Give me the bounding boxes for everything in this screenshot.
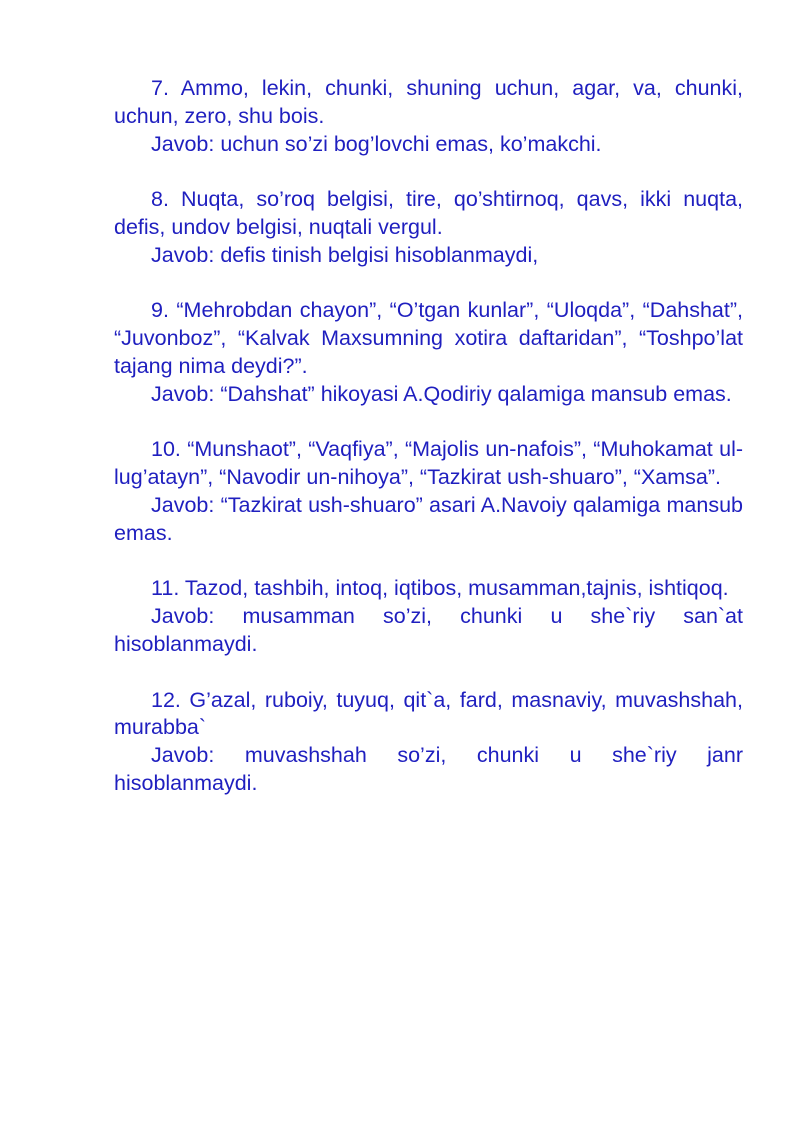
- question-block-7: [114, 75, 743, 158]
- answer-text: Javob: defis tinish belgisi hisoblanmaydi,: [151, 242, 539, 267]
- question-block-8: [114, 186, 743, 269]
- answer-text: Javob: muvashshah so’zi, chunki u she`riy janr hisoblanmaydi.: [114, 743, 743, 795]
- answer-text: Javob: “Tazkirat ush-shuaro” asari A.Navoiy qalamiga mansub emas.: [114, 492, 743, 545]
- question-text: 8. Nuqta, so’roq belgisi, tire, qo’shtirnoq, qavs, ikki nuqta, defis, undov belgisi, nuqtali vergul.: [114, 187, 743, 239]
- question-block-11: [114, 575, 743, 658]
- answer-text: Javob: uchun so’zi bog’lovchi emas, ko’makchi.: [151, 131, 602, 156]
- question-block-9: [114, 297, 743, 408]
- answer-text: Javob: musamman so’zi, chunki u she`riy san`at hisoblanmaydi.: [114, 604, 743, 656]
- question-text: 9. “Mehrobdan chayon”, “O’tgan kunlar”, “Uloqda”, “Dahshat”, “Juvonboz”, “Kalvak Maxsumning xotira daftaridan”, “Toshpo’lat tajang nima deydi?”.: [114, 298, 743, 378]
- question-text: 12. G’azal, ruboiy, tuyuq, qit`a, fard, masnaviy, muvashshah, murabba`: [114, 687, 743, 740]
- question-text: 10. “Munshaot”, “Vaqfiya”, “Majolis un-nafois”, “Muhokamat ul-lug’atayn”, “Navodir un-nihoya”, “Tazkirat ush-shuaro”, “Xamsa”.: [114, 437, 743, 490]
- question-block-12: [114, 687, 743, 798]
- question-text: 7. Ammo, lekin, chunki, shuning uchun, agar, va, chunki, uchun, zero, shu bois.: [114, 76, 743, 128]
- document-page: [114, 75, 743, 826]
- question-block-10: [114, 436, 743, 547]
- question-text: 11. Tazod, tashbih, intoq, iqtibos, musamman,tajnis, ishtiqoq.: [151, 576, 729, 601]
- answer-text: Javob: “Dahshat” hikoyasi A.Qodiriy qalamiga mansub emas.: [151, 381, 732, 406]
